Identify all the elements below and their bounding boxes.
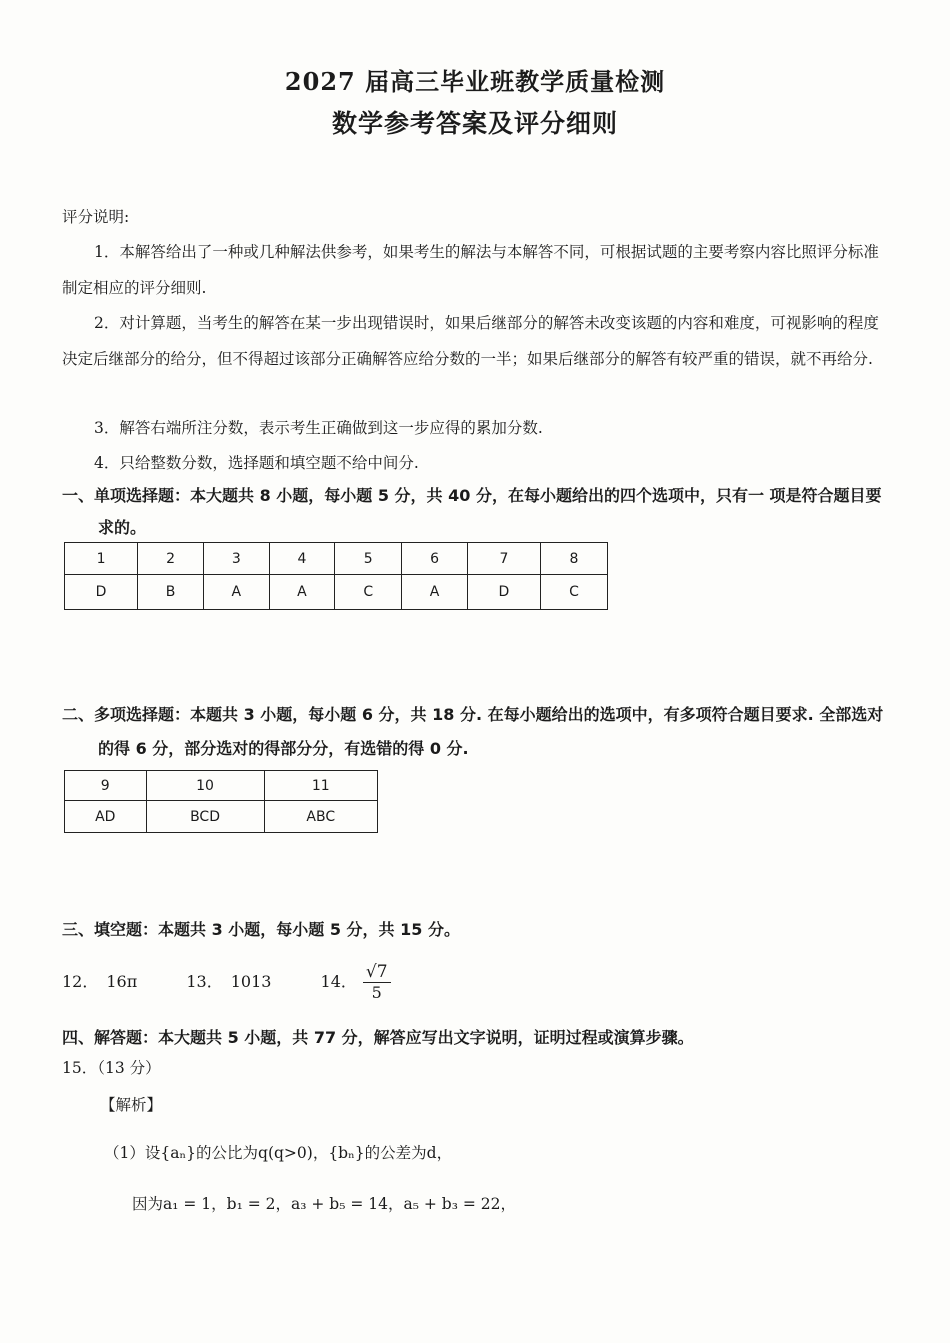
question-number-cell: 4 bbox=[269, 543, 335, 575]
q13-label: 13． bbox=[186, 971, 223, 991]
section3-heading: 三、填空题：本题共 3 小题，每小题 5 分，共 15 分。 bbox=[62, 920, 460, 939]
answer-cell: D bbox=[65, 575, 138, 610]
question-number-cell: 7 bbox=[467, 543, 540, 575]
answer-cell: D bbox=[467, 575, 540, 610]
grading-note-2: 2．对计算题，当考生的解答在某一步出现错误时，如果后继部分的解答未改变该题的内容和难度，可视影响的程度决定后继部分的给分，但不得超过该部分正确解答应给分数的一半；如果后继部分的解答有较严重的错误，就不再给分. bbox=[62, 314, 879, 368]
answer-cell: BCD bbox=[146, 801, 264, 833]
q14-numerator: √7 bbox=[363, 962, 391, 983]
question-number-cell: 2 bbox=[138, 543, 204, 575]
question-number-cell: 6 bbox=[402, 543, 468, 575]
q12-label: 12． bbox=[62, 971, 99, 991]
solution-step-1: （1）设{aₙ}的公比为q(q>0)，{bₙ}的公差为d， bbox=[104, 1144, 453, 1162]
answer-cell: C bbox=[335, 575, 402, 610]
q13-answer: 1013 bbox=[230, 971, 272, 991]
question-number-cell: 11 bbox=[264, 771, 377, 801]
fill-in-answers bbox=[62, 962, 391, 1002]
answer-cell: ABC bbox=[264, 801, 377, 833]
solution-step-2: 因为a₁ = 1，b₁ = 2，a₃ + b₅ = 14，a₅ + b₃ = 22， bbox=[132, 1195, 516, 1213]
question-number-cell: 8 bbox=[541, 543, 608, 575]
question-number-cell: 9 bbox=[65, 771, 147, 801]
question-number-cell: 1 bbox=[65, 543, 138, 575]
q12-answer: 16π bbox=[106, 971, 138, 991]
section1-heading: 一、单项选择题：本大题共 8 小题，每小题 5 分，共 40 分，在每小题给出的四个选项中，只有一 项是符合题目要求的。 bbox=[62, 486, 882, 537]
exam-title: 2027 届高三毕业班教学质量检测 bbox=[284, 67, 666, 96]
grading-note-1: 1．本解答给出了一种或几种解法供参考，如果考生的解法与本解答不同，可根据试题的主要考察内容比照评分标准制定相应的评分细则. bbox=[62, 243, 879, 297]
multi-choice-answer-table bbox=[64, 770, 378, 833]
grading-notes-heading: 评分说明: bbox=[62, 208, 130, 226]
question-number-cell: 3 bbox=[203, 543, 269, 575]
q14-label: 14． bbox=[320, 971, 357, 991]
answer-cell: B bbox=[138, 575, 204, 610]
q15-label: 15．（13 分） bbox=[62, 1059, 161, 1077]
single-choice-answer-table bbox=[64, 542, 608, 610]
section4-heading: 四、解答题：本大题共 5 小题，共 77 分，解答应写出文字说明，证明过程或演算步骤。 bbox=[62, 1028, 694, 1047]
section2-heading: 二、多项选择题：本题共 3 小题，每小题 6 分，共 18 分. 在每小题给出的选项中，有多项符合题目要求. 全部选对的得 6 分，部分选对的得部分分，有选错的得 0 分. bbox=[62, 705, 884, 758]
question-number-cell: 10 bbox=[146, 771, 264, 801]
grading-note-4: 4．只给整数分数，选择题和填空题不给中间分. bbox=[94, 454, 419, 472]
analysis-label: 【解析】 bbox=[100, 1096, 163, 1114]
q14-fraction bbox=[363, 962, 391, 1002]
grading-note-3: 3．解答右端所注分数，表示考生正确做到这一步应得的累加分数. bbox=[94, 419, 543, 437]
question-number-cell: 5 bbox=[335, 543, 402, 575]
document-subtitle: 数学参考答案及评分细则 bbox=[331, 109, 618, 138]
answer-cell: AD bbox=[65, 801, 147, 833]
answer-cell: C bbox=[541, 575, 608, 610]
q14-denominator: 5 bbox=[371, 983, 382, 1002]
answer-cell: A bbox=[203, 575, 269, 610]
answer-cell: A bbox=[269, 575, 335, 610]
answer-cell: A bbox=[402, 575, 468, 610]
